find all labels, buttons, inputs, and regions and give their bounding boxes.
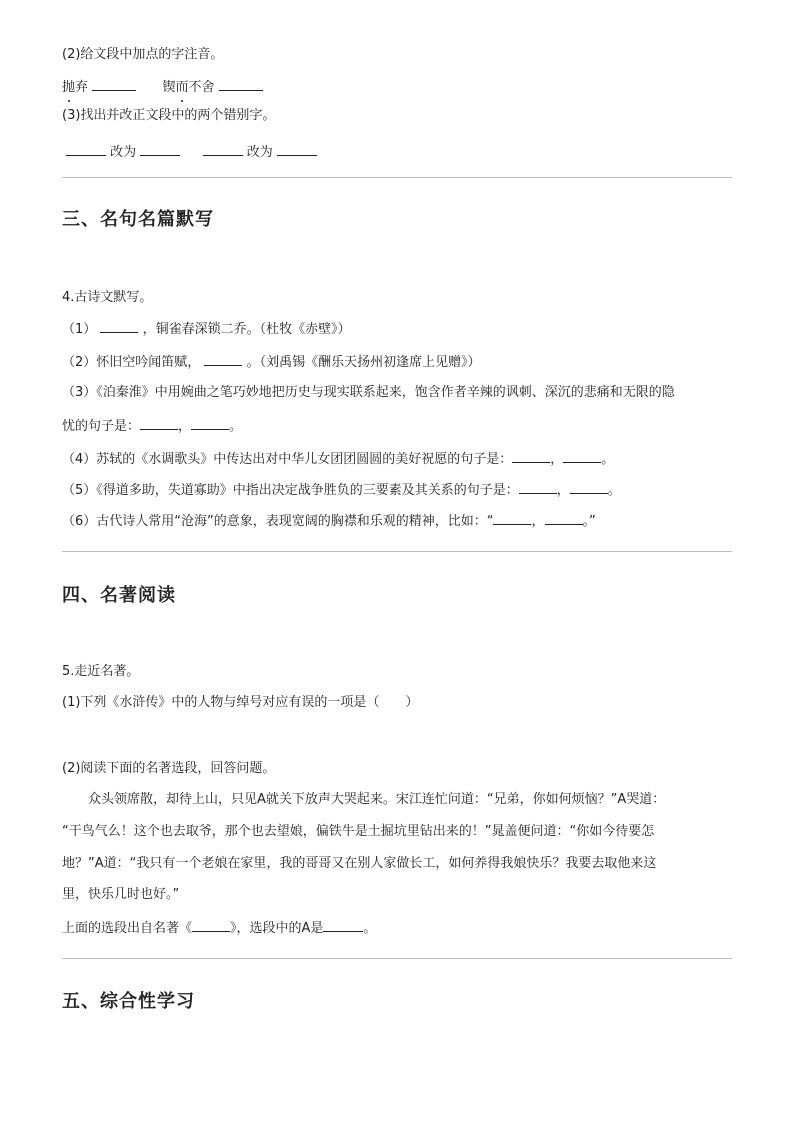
answer-blank[interactable] bbox=[140, 142, 180, 156]
question-prefix: 上面的选段出自名著《 bbox=[62, 921, 193, 936]
q4-item-3-line1: （3）《泊秦淮》中用婉曲之笔巧妙地把历史与现实联系起来，饱含作者辛辣的讽刺、深沉的悲痛和无限的隐 bbox=[62, 385, 675, 400]
q4-item-3-line2 bbox=[62, 416, 242, 436]
item-prefix: （4）苏轼的《水调歌头》中传达出对中华儿女团团圆圆的美好祝愿的句子是： bbox=[62, 452, 513, 467]
q5-part2: (2)阅读下面的名著选段，回答问题。 bbox=[62, 761, 276, 776]
answer-blank[interactable] bbox=[570, 480, 608, 494]
answer-blank[interactable] bbox=[203, 142, 243, 156]
answer-blank[interactable] bbox=[100, 319, 138, 333]
item-prefix: （2）怀旧空吟闻笛赋， bbox=[62, 355, 201, 370]
item-suffix: 。 bbox=[601, 452, 615, 467]
question-suffix: 。 bbox=[363, 921, 377, 936]
answer-blank[interactable] bbox=[204, 352, 242, 366]
section-divider bbox=[62, 958, 732, 959]
item-prefix: （6）古代诗人常用“沧海”的意象，表现宽阔的胸襟和乐观的精神，比如：“ bbox=[62, 514, 494, 529]
dotted-char-1: 抛 bbox=[62, 80, 76, 95]
answer-blank[interactable] bbox=[519, 480, 557, 494]
answer-blank[interactable] bbox=[277, 142, 317, 156]
word2-pre: 锲 bbox=[162, 80, 176, 95]
section-divider bbox=[62, 177, 732, 178]
q3-part2-words bbox=[62, 77, 263, 97]
item-prefix: （1） bbox=[62, 322, 97, 337]
item-suffix: ，铜雀春深锁二乔。（杜牧《赤壁》） bbox=[142, 322, 351, 337]
passage-line: 地？”A道：“我只有一个老娘在家里，我的哥哥又在别人家做长工，如何养得我娘快乐？我要去取他来这 bbox=[62, 856, 657, 871]
passage-line: 众头领席散，却待上山，只见A就关下放声大哭起来。宋江连忙问道：“兄弟，你如何烦恼？”A哭道： bbox=[88, 792, 666, 807]
dotted-char-2: 而 bbox=[175, 80, 189, 95]
q4-stem: 4.古诗文默写。 bbox=[62, 290, 153, 305]
item-separator: ， bbox=[556, 483, 570, 498]
item-suffix: 。 bbox=[229, 419, 243, 434]
word1-rest: 弃 bbox=[75, 80, 89, 95]
q4-item-2 bbox=[62, 352, 481, 372]
q4-item-4 bbox=[62, 449, 614, 469]
q5-question bbox=[62, 918, 376, 938]
q3-part3-instruction: (3)找出并改正文段中的两个错别字。 bbox=[62, 108, 276, 123]
item-prefix: 忧的句子是： bbox=[62, 419, 141, 434]
section-4-heading: 四、名著阅读 bbox=[62, 585, 176, 606]
item-separator: ， bbox=[550, 452, 564, 467]
change-to-label: 改为 bbox=[246, 145, 273, 160]
item-separator: ， bbox=[531, 514, 545, 529]
answer-blank[interactable] bbox=[545, 511, 583, 525]
q3-part2-instruction: (2)给文段中加点的字注音。 bbox=[62, 47, 224, 62]
passage-line: “干鸟气么！这个也去取爷，那个也去望娘，偏铁牛是土掘坑里钻出来的！”晁盖便问道：“你如今待要怎 bbox=[62, 824, 655, 839]
answer-blank[interactable] bbox=[493, 511, 531, 525]
section-3-heading: 三、名句名篇默写 bbox=[62, 209, 214, 230]
answer-blank[interactable] bbox=[66, 142, 106, 156]
word2-rest: 不舍 bbox=[188, 80, 215, 95]
item-prefix: （5）《得道多助，失道寡助》中指出决定战争胜负的三要素及其关系的句子是： bbox=[62, 483, 519, 498]
item-suffix: 。” bbox=[582, 514, 596, 529]
answer-blank[interactable] bbox=[512, 449, 550, 463]
answer-blank[interactable] bbox=[191, 416, 229, 430]
q3-part3-answers bbox=[66, 142, 317, 162]
answer-blank[interactable] bbox=[140, 416, 178, 430]
answer-blank[interactable] bbox=[92, 77, 136, 91]
answer-blank[interactable] bbox=[219, 77, 263, 91]
passage-line: 里，快乐几时也好。” bbox=[62, 887, 180, 902]
answer-blank[interactable] bbox=[323, 918, 363, 932]
item-suffix: 。 bbox=[607, 483, 621, 498]
answer-blank[interactable] bbox=[192, 918, 230, 932]
q4-item-1 bbox=[62, 319, 351, 339]
section-5-heading: 五、综合性学习 bbox=[62, 991, 195, 1012]
item-suffix: 。（刘禹锡《酬乐天扬州初逢席上见赠》） bbox=[246, 355, 481, 370]
item-separator: ， bbox=[178, 419, 192, 434]
q4-item-5 bbox=[62, 480, 621, 500]
section-divider bbox=[62, 551, 732, 552]
question-middle: 》，选段中的A是 bbox=[230, 921, 324, 936]
q5-stem: 5.走近名著。 bbox=[62, 664, 140, 679]
answer-blank[interactable] bbox=[563, 449, 601, 463]
q4-item-6 bbox=[62, 511, 596, 531]
change-to-label: 改为 bbox=[110, 145, 137, 160]
q5-part1: (1)下列《水浒传》中的人物与绰号对应有误的一项是（ ） bbox=[62, 695, 419, 710]
